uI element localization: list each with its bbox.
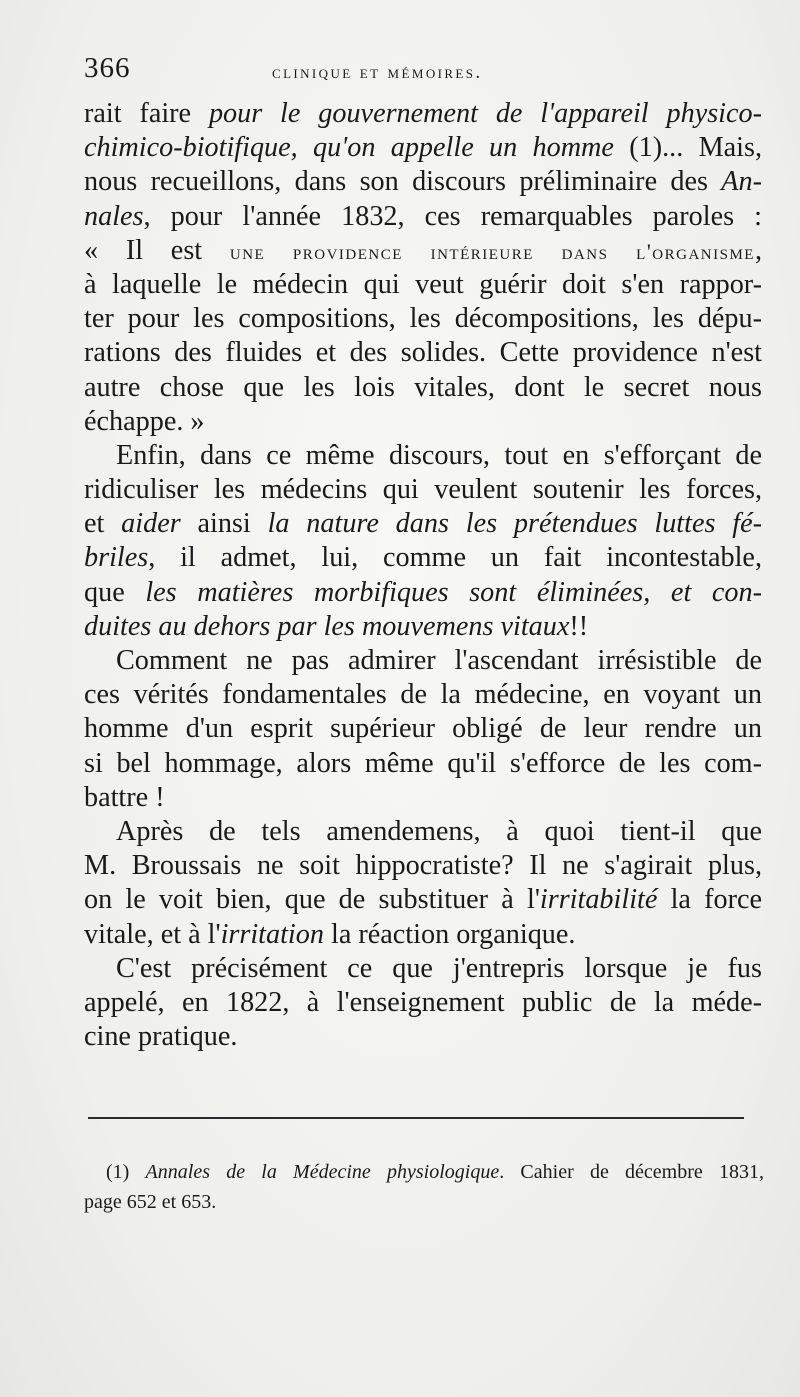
italic-run: irritation <box>220 918 324 950</box>
text-line <box>84 165 762 199</box>
text-line <box>84 576 762 610</box>
text-run: la réaction organique. <box>323 918 576 950</box>
text-line: ridiculiser les médecins qui veulent soutenir les forces, <box>84 474 762 506</box>
text-run: que <box>84 576 146 608</box>
text-line: Enfin, dans ce même discours, tout en s'efforçant de <box>116 439 762 471</box>
text-run: et <box>84 508 122 540</box>
text-line: battre ! <box>84 781 165 813</box>
text-line <box>84 131 762 165</box>
italic-run: An- <box>721 166 762 198</box>
text-run: vitale, et à l' <box>84 918 221 950</box>
text-run: !! <box>569 610 589 642</box>
footnote-line: page 652 et 653. <box>84 1191 217 1213</box>
page-header <box>84 52 764 92</box>
text-run: , pour l'année 1832, ces remarquables paroles : <box>143 200 762 232</box>
footnote-marker: (1) <box>106 1161 146 1183</box>
text-line <box>84 918 762 952</box>
footnote-title: Annales de la Médecine physiologique <box>145 1161 500 1183</box>
italic-run: pour le gouvernement de l'appareil physico- <box>208 98 762 129</box>
italic-run: nales <box>84 200 144 232</box>
italic-run: la nature dans les prétendues luttes fé- <box>267 508 762 540</box>
text-run: « Il est <box>84 234 230 266</box>
text-line: homme d'un esprit supérieur obligé de leur rendre un <box>84 713 762 745</box>
text-line <box>84 507 762 541</box>
italic-run: duites au dehors par les mouvemens vitaux <box>84 610 570 642</box>
text-run: nous recueillons, dans son discours préliminaire des <box>84 166 722 198</box>
text-line: ces vérités fondamentales de la médecine, en voyant un <box>84 679 762 711</box>
text-line <box>84 541 762 575</box>
text-line <box>84 97 762 131</box>
text-line <box>84 883 762 917</box>
text-line: à laquelle le médecin qui veut guérir doit s'en rappor- <box>84 268 762 300</box>
text-run: . Cahier de décembre 1831, <box>499 1161 764 1183</box>
text-line: Après de tels amendemens, à quoi tient-il que <box>116 815 762 847</box>
text-line: autre chose que les lois vitales, dont le secret nous <box>84 371 762 403</box>
text-line: rations des fluides et des solides. Cette providence n'est <box>84 337 762 369</box>
text-run: , <box>754 234 763 266</box>
small-caps-run: une providence intérieure dans l'organisme <box>229 238 755 264</box>
text-line: ter pour les compositions, les décompositions, les dépu- <box>84 303 762 335</box>
text-line: appelé, en 1822, à l'enseignement public de la méde- <box>84 986 762 1018</box>
page-number: 366 <box>84 52 131 84</box>
text-line <box>84 234 762 268</box>
text-run: on le voit bien, que de substituer à l' <box>84 884 540 916</box>
text-line: Comment ne pas admirer l'ascendant irrésistible de <box>116 645 762 676</box>
italic-run: les matières morbifiques sont éliminées, et con- <box>145 576 762 608</box>
running-head: clinique et mémoires. <box>272 62 483 83</box>
text-line: M. Broussais ne soit hippocratiste? Il ne s'agirait plus, <box>84 850 762 882</box>
text-line: cine pratique. <box>84 1021 238 1053</box>
italic-run: irritabilité <box>539 884 658 916</box>
text-run: ainsi <box>180 508 268 540</box>
text-line: C'est précisément ce que j'entrepris lorsque je fus <box>116 952 762 984</box>
text-line <box>84 200 762 234</box>
footnote-rule <box>88 1117 744 1119</box>
italic-run: aider <box>121 508 181 540</box>
text-run: rait faire <box>84 98 209 129</box>
text-run: la force <box>657 884 763 916</box>
body-text <box>84 97 762 1054</box>
text-line <box>84 610 762 644</box>
text-run: (1)... Mais, <box>613 132 762 164</box>
text-line: échappe. » <box>84 405 205 437</box>
italic-run: briles <box>84 542 149 574</box>
text-run: , il admet, lui, comme un fait incontestable, <box>148 542 762 574</box>
italic-run: chimico-biotifique, qu'on appelle un homme <box>84 132 614 164</box>
footnote <box>84 1157 764 1217</box>
footnote-line <box>84 1157 764 1187</box>
text-line: si bel hommage, alors même qu'il s'efforce de les com- <box>84 747 762 779</box>
